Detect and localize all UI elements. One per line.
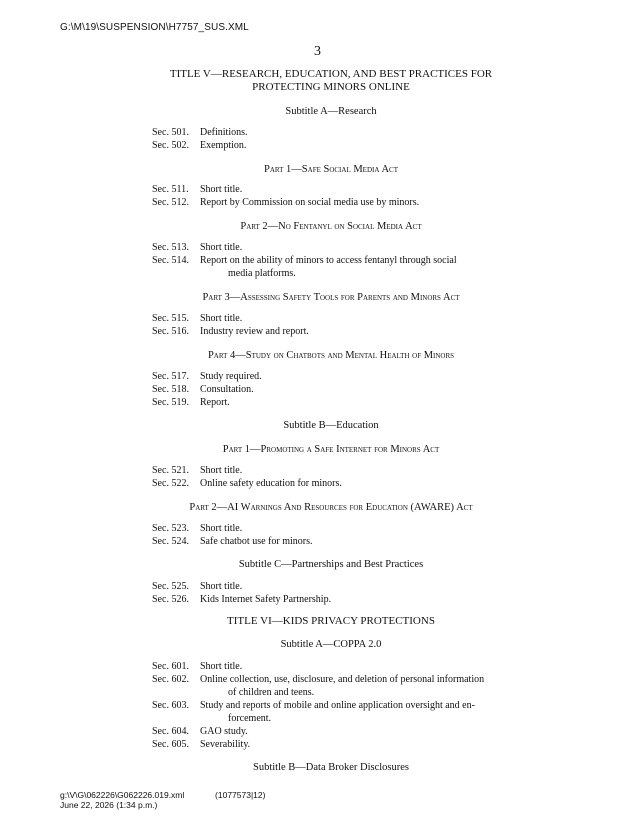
toc-entry-502 <box>152 139 514 152</box>
section-title: Short title. <box>200 523 243 534</box>
part-4-study-on-chatbots: Part 4—Study on Chatbots and Mental Health of Minors <box>207 350 455 361</box>
section-number: Sec. 521. <box>152 465 189 476</box>
toc-entry-517 <box>152 370 514 383</box>
title-v-heading <box>150 68 512 94</box>
toc-entry-501 <box>152 126 514 139</box>
section-title-line2: of children and teens. <box>228 687 315 698</box>
toc-entry-523 <box>152 522 514 535</box>
section-title: Report by Commission on social media use by minors. <box>200 197 420 208</box>
title-v-line1: TITLE V—RESEARCH, EDUCATION, AND BEST PRACTICES FOR <box>169 68 493 80</box>
section-number: Sec. 511. <box>152 184 189 195</box>
section-number: Sec. 502. <box>152 140 189 151</box>
part-1-safe-social-media-act: Part 1—Safe Social Media Act <box>264 164 398 175</box>
section-number: Sec. 601. <box>152 661 189 672</box>
section-title: Kids Internet Safety Partnership. <box>200 594 332 605</box>
title-v-line2: PROTECTING MINORS ONLINE <box>252 81 410 93</box>
toc-entry-602 <box>152 673 514 699</box>
footer-date: June 22, 2026 (1:34 p.m.) <box>60 800 158 810</box>
section-number: Sec. 517. <box>152 371 189 382</box>
part-1-promoting-safe-internet: Part 1—Promoting a Safe Internet for Minors Act <box>222 444 440 455</box>
section-number: Sec. 514. <box>152 255 189 266</box>
section-number: Sec. 602. <box>152 674 189 685</box>
section-number: Sec. 525. <box>152 581 189 592</box>
footer <box>60 790 265 810</box>
section-title: Short title. <box>200 465 243 476</box>
section-number: Sec. 518. <box>152 384 189 395</box>
section-title-line1: Online collection, use, disclosure, and deletion of personal information <box>200 674 485 685</box>
part-2-aware-act: Part 2—AI Warnings And Resources for Education (AWARE) Act <box>189 502 473 513</box>
section-title-line1: Report on the ability of minors to access fentanyl through social <box>200 255 457 266</box>
section-title: Study required. <box>200 371 262 382</box>
section-number: Sec. 515. <box>152 313 189 324</box>
section-number: Sec. 501. <box>152 127 189 138</box>
subtitle-a-research: Subtitle A—Research <box>285 106 377 117</box>
section-number: Sec. 523. <box>152 523 189 534</box>
toc-entry-513 <box>152 241 514 254</box>
section-title: Exemption. <box>200 140 247 151</box>
section-number: Sec. 524. <box>152 536 189 547</box>
subtitle-a-coppa: Subtitle A—COPPA 2.0 <box>280 639 382 650</box>
section-title: Consultation. <box>200 384 254 395</box>
toc-entry-522 <box>152 477 514 490</box>
section-title: GAO study. <box>200 726 248 737</box>
section-title: Short title. <box>200 184 243 195</box>
section-number: Sec. 513. <box>152 242 189 253</box>
toc-entry-512 <box>152 196 514 209</box>
header-file-path: G:\M\19\SUSPENSION\H7757_SUS.XML <box>60 22 249 33</box>
section-title: Short title. <box>200 313 243 324</box>
section-title: Short title. <box>200 242 243 253</box>
subtitle-b-education: Subtitle B—Education <box>283 420 379 431</box>
toc-entry-516 <box>152 325 514 338</box>
toc-entry-603 <box>152 699 514 725</box>
subtitle-c-partnerships: Subtitle C—Partnerships and Best Practices <box>238 559 424 570</box>
section-number: Sec. 522. <box>152 478 189 489</box>
page-number: 3 <box>314 44 321 59</box>
toc-entry-515 <box>152 312 514 325</box>
section-title-line2: media platforms. <box>228 268 296 279</box>
section-title: Severability. <box>200 739 251 750</box>
section-number: Sec. 603. <box>152 700 189 711</box>
part-3-assessing-safety-tools: Part 3—Assessing Safety Tools for Parents and Minors Act <box>202 292 460 303</box>
section-number: Sec. 512. <box>152 197 189 208</box>
toc-entry-519 <box>152 396 514 409</box>
section-number: Sec. 605. <box>152 739 189 750</box>
section-title: Report. <box>200 397 230 408</box>
toc-entry-604 <box>152 725 514 738</box>
section-title: Definitions. <box>200 127 248 138</box>
section-title: Short title. <box>200 661 243 672</box>
section-number: Sec. 516. <box>152 326 189 337</box>
section-number: Sec. 526. <box>152 594 189 605</box>
toc-entry-601 <box>152 660 514 673</box>
toc-entry-525 <box>152 580 514 593</box>
footer-file-line <box>60 790 265 800</box>
toc-entry-518 <box>152 383 514 396</box>
section-title: Short title. <box>200 581 243 592</box>
section-title: Online safety education for minors. <box>200 478 342 489</box>
toc-entry-521 <box>152 464 514 477</box>
section-number: Sec. 604. <box>152 726 189 737</box>
title-vi-heading: TITLE VI—KIDS PRIVACY PROTECTIONS <box>227 615 435 627</box>
section-title: Industry review and report. <box>200 326 309 337</box>
part-2-no-fentanyl: Part 2—No Fentanyl on Social Media Act <box>240 221 422 232</box>
footer-file-path: g:\V\G\062226\G062226.019.xml <box>60 790 185 800</box>
subtitle-b-data-broker: Subtitle B—Data Broker Disclosures <box>252 762 410 773</box>
toc-entry-605 <box>152 738 514 751</box>
section-number: Sec. 519. <box>152 397 189 408</box>
toc-entry-514 <box>152 254 514 280</box>
toc-entry-511 <box>152 183 514 196</box>
footer-job-number: (1077573|12) <box>215 790 266 800</box>
toc-entry-524 <box>152 535 514 548</box>
section-title-line2: forcement. <box>228 713 272 724</box>
toc-entry-526 <box>152 593 514 606</box>
section-title-line1: Study and reports of mobile and online application oversight and en- <box>200 700 475 711</box>
section-title: Safe chatbot use for minors. <box>200 536 313 547</box>
